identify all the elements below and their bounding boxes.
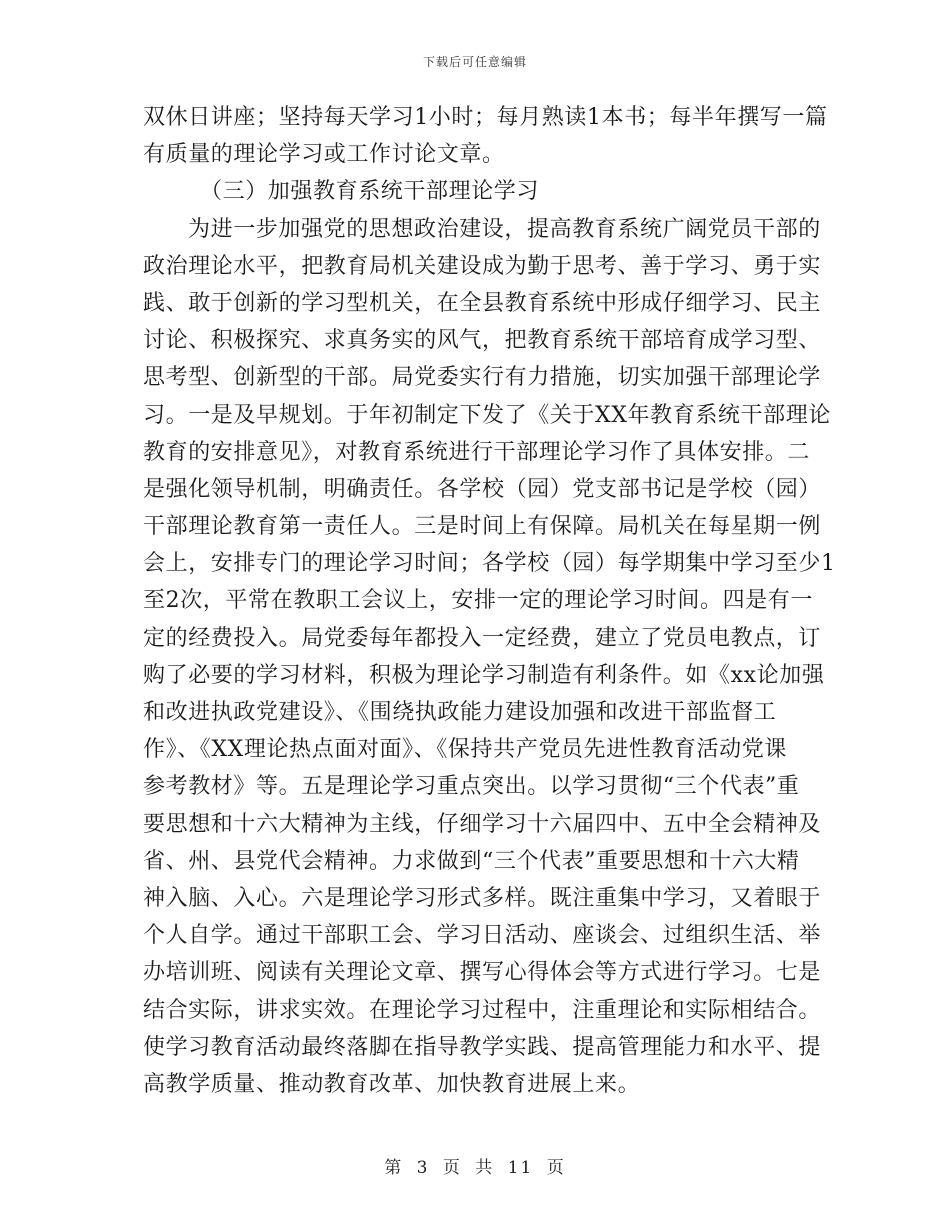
body-line: 有质量的理论学习或工作讨论文章。 <box>143 142 505 168</box>
body-line: 会上，安排专门的理论学习时间；各学校（园）每学期集中学习至少1 <box>143 551 836 577</box>
body-line: 至2次，平常在教职工会议上，安排一定的理论学习时间。四是有一 <box>143 588 813 614</box>
section-heading: （三）加强教育系统干部理论学习 <box>200 179 540 205</box>
body-line: 个人自学。通过干部职工会、学习日活动、座谈会、过组织生活、举 <box>143 923 822 949</box>
body-line: 是强化领导机制，明确责任。各学校（园）党支部书记是学校（园） <box>143 476 822 502</box>
body-line: 思考型、创新型的干部。局党委实行有力措施，切实加强干部理论学 <box>143 365 822 391</box>
page-number-footer: 第 3 页 共 11 页 <box>384 1158 566 1178</box>
body-line: 教育的安排意见》，对教育系统进行干部理论学习作了具体安排。二 <box>143 439 811 465</box>
body-line: 和改进执政党建设》、《围绕执政能力建设加强和改进干部监督工 <box>143 700 777 725</box>
body-line: 神入脑、入心。六是理论学习形式多样。既注重集中学习，又着眼于 <box>143 885 822 911</box>
body-line: 定的经费投入。局党委每年都投入一定经费，建立了党员电教点，订 <box>143 625 822 651</box>
body-line: 省、州、县党代会精神。力求做到“三个代表”重要思想和十六大精 <box>143 848 800 874</box>
paragraph-first-line: 为进一步加强党的思想政治建设，提高教育系统广阔党员干部的 <box>188 216 821 242</box>
body-line: 参考教材》等。五是理论学习重点突出。以学习贯彻“三个代表”重 <box>143 774 800 800</box>
body-line: 讨论、积极探究、求真务实的风气，把教育系统干部培育成学习型、 <box>143 328 822 354</box>
body-line: 高教学质量、推动教育改革、加快教育进展上来。 <box>143 1071 641 1097</box>
body-line: 双休日讲座；坚持每天学习1小时；每月熟读1本书；每半年撰写一篇 <box>143 105 828 130</box>
body-line: 习。一是及早规划。于年初制定下发了《关于XX年教育系统干部理论 <box>143 402 831 428</box>
body-line: 践、敢于创新的学习型机关，在全县教育系统中形成仔细学习、民主 <box>143 290 822 316</box>
body-line: 干部理论教育第一责任人。三是时间上有保障。局机关在每星期一例 <box>143 514 822 540</box>
body-line: 要思想和十六大精神为主线，仔细学习十六届四中、五中全会精神及 <box>143 811 822 837</box>
body-line: 结合实际，讲求实效。在理论学习过程中，注重理论和实际相结合。 <box>143 997 822 1023</box>
body-line: 办培训班、阅读有关理论文章、撰写心得体会等方式进行学习。七是 <box>143 960 822 986</box>
document-body <box>143 99 836 1103</box>
body-line: 使学习教育活动最终落脚在指导教学实践、提高管理能力和水平、提 <box>143 1034 822 1060</box>
body-line: 政治理论水平，把教育局机关建设成为勤于思考、善于学习、勇于实 <box>143 253 822 279</box>
body-line: 作》、《XX理论热点面对面》、《保持共产党员先进性教育活动党课 <box>143 737 787 763</box>
page-header: 下载后可任意编辑 <box>422 55 527 69</box>
body-line: 购了必要的学习材料，积极为理论学习制造有利条件。如《xx论加强 <box>143 662 825 688</box>
